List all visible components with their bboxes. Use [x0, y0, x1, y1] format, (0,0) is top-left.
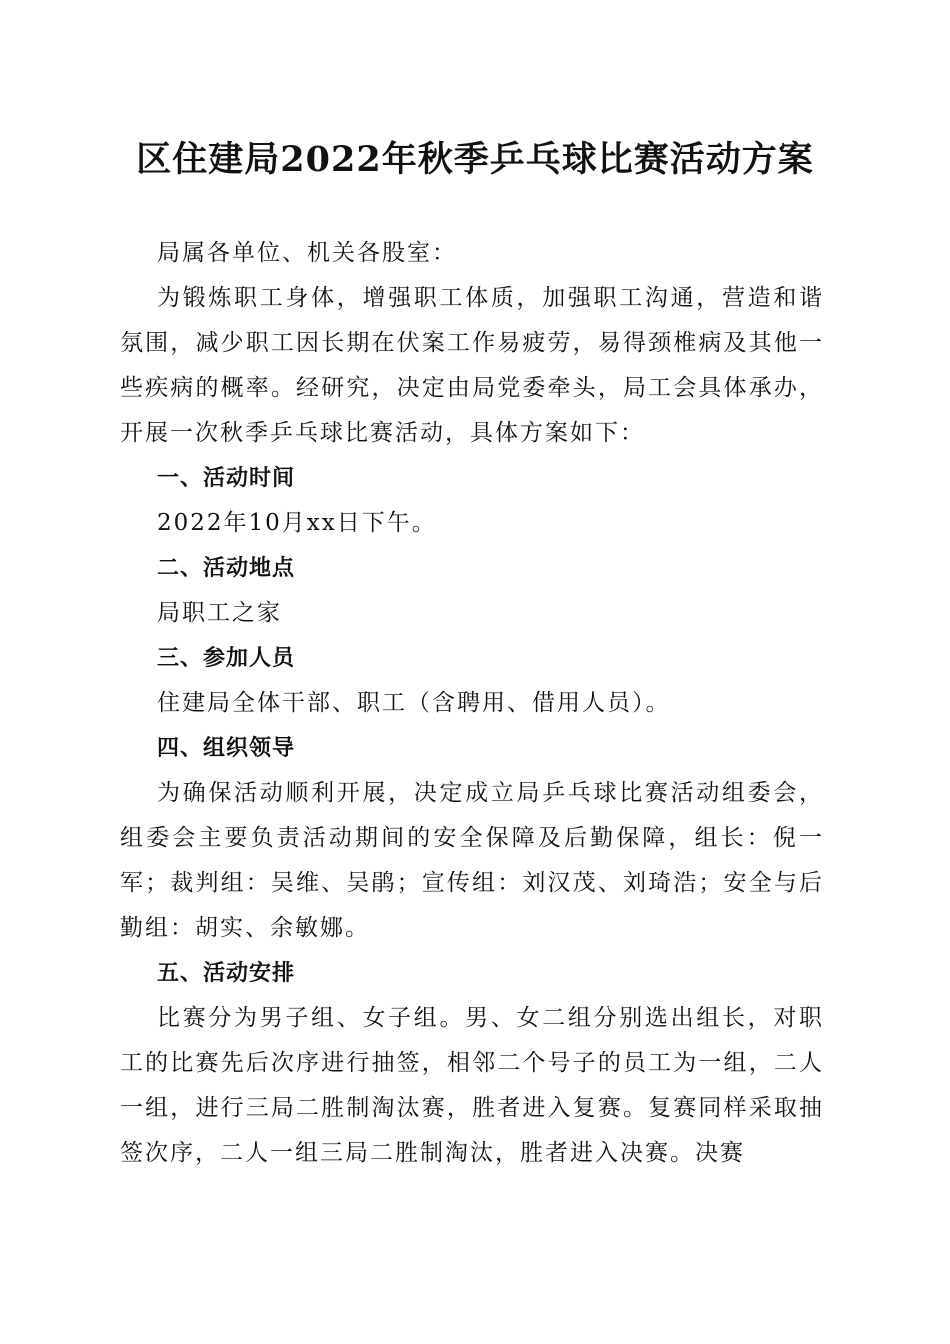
- document-title: 区住建局2022年秋季乒乓球比赛活动方案: [136, 139, 814, 180]
- section-heading-time: 一、活动时间: [157, 466, 296, 491]
- section-heading-participants: 三、参加人员: [157, 646, 296, 671]
- section-content-participants: 住建局全体干部、职工（含聘用、借用人员）。: [157, 690, 671, 716]
- section-content-time: 2022年10月xx日下午。: [157, 510, 437, 536]
- intro-paragraph: 为锻炼职工身体，增强职工体质，加强职工沟通，营造和谐氛围，减少职工因长期在伏案工作易疲劳，易得颈椎病及其他一些疾病的概率。经研究，决定由局党委牵头，局工会具体承办，开展一次秋季乒乓球比赛活动，具体方案如下：: [120, 285, 824, 446]
- section-heading-location: 二、活动地点: [157, 556, 296, 581]
- section-content-organization: 为确保活动顺利开展，决定成立局乒乓球比赛活动组委会，组委会主要负责活动期间的安全保障及后勤保障，组长：倪一军；裁判组：吴维、吴鹃；宣传组：刘汉茂、刘琦浩；安全与后勤组：胡实、余敏娜。: [120, 780, 824, 941]
- section-heading-organization: 四、组织领导: [157, 736, 296, 761]
- section-content-arrangement: 比赛分为男子组、女子组。男、女二组分别选出组长，对职工的比赛先后次序进行抽签，相邻二个号子的员工为一组，二人一组，进行三局二胜制淘汰赛，胜者进入复赛。复赛同样采取抽签次序，二人一组三局二胜制淘汰，胜者进入决赛。决赛: [120, 1005, 824, 1166]
- section-heading-arrangement: 五、活动安排: [157, 961, 296, 986]
- salutation: 局属各单位、机关各股室：: [157, 240, 457, 266]
- section-content-location: 局职工之家: [157, 600, 282, 626]
- document-body: [120, 231, 824, 1176]
